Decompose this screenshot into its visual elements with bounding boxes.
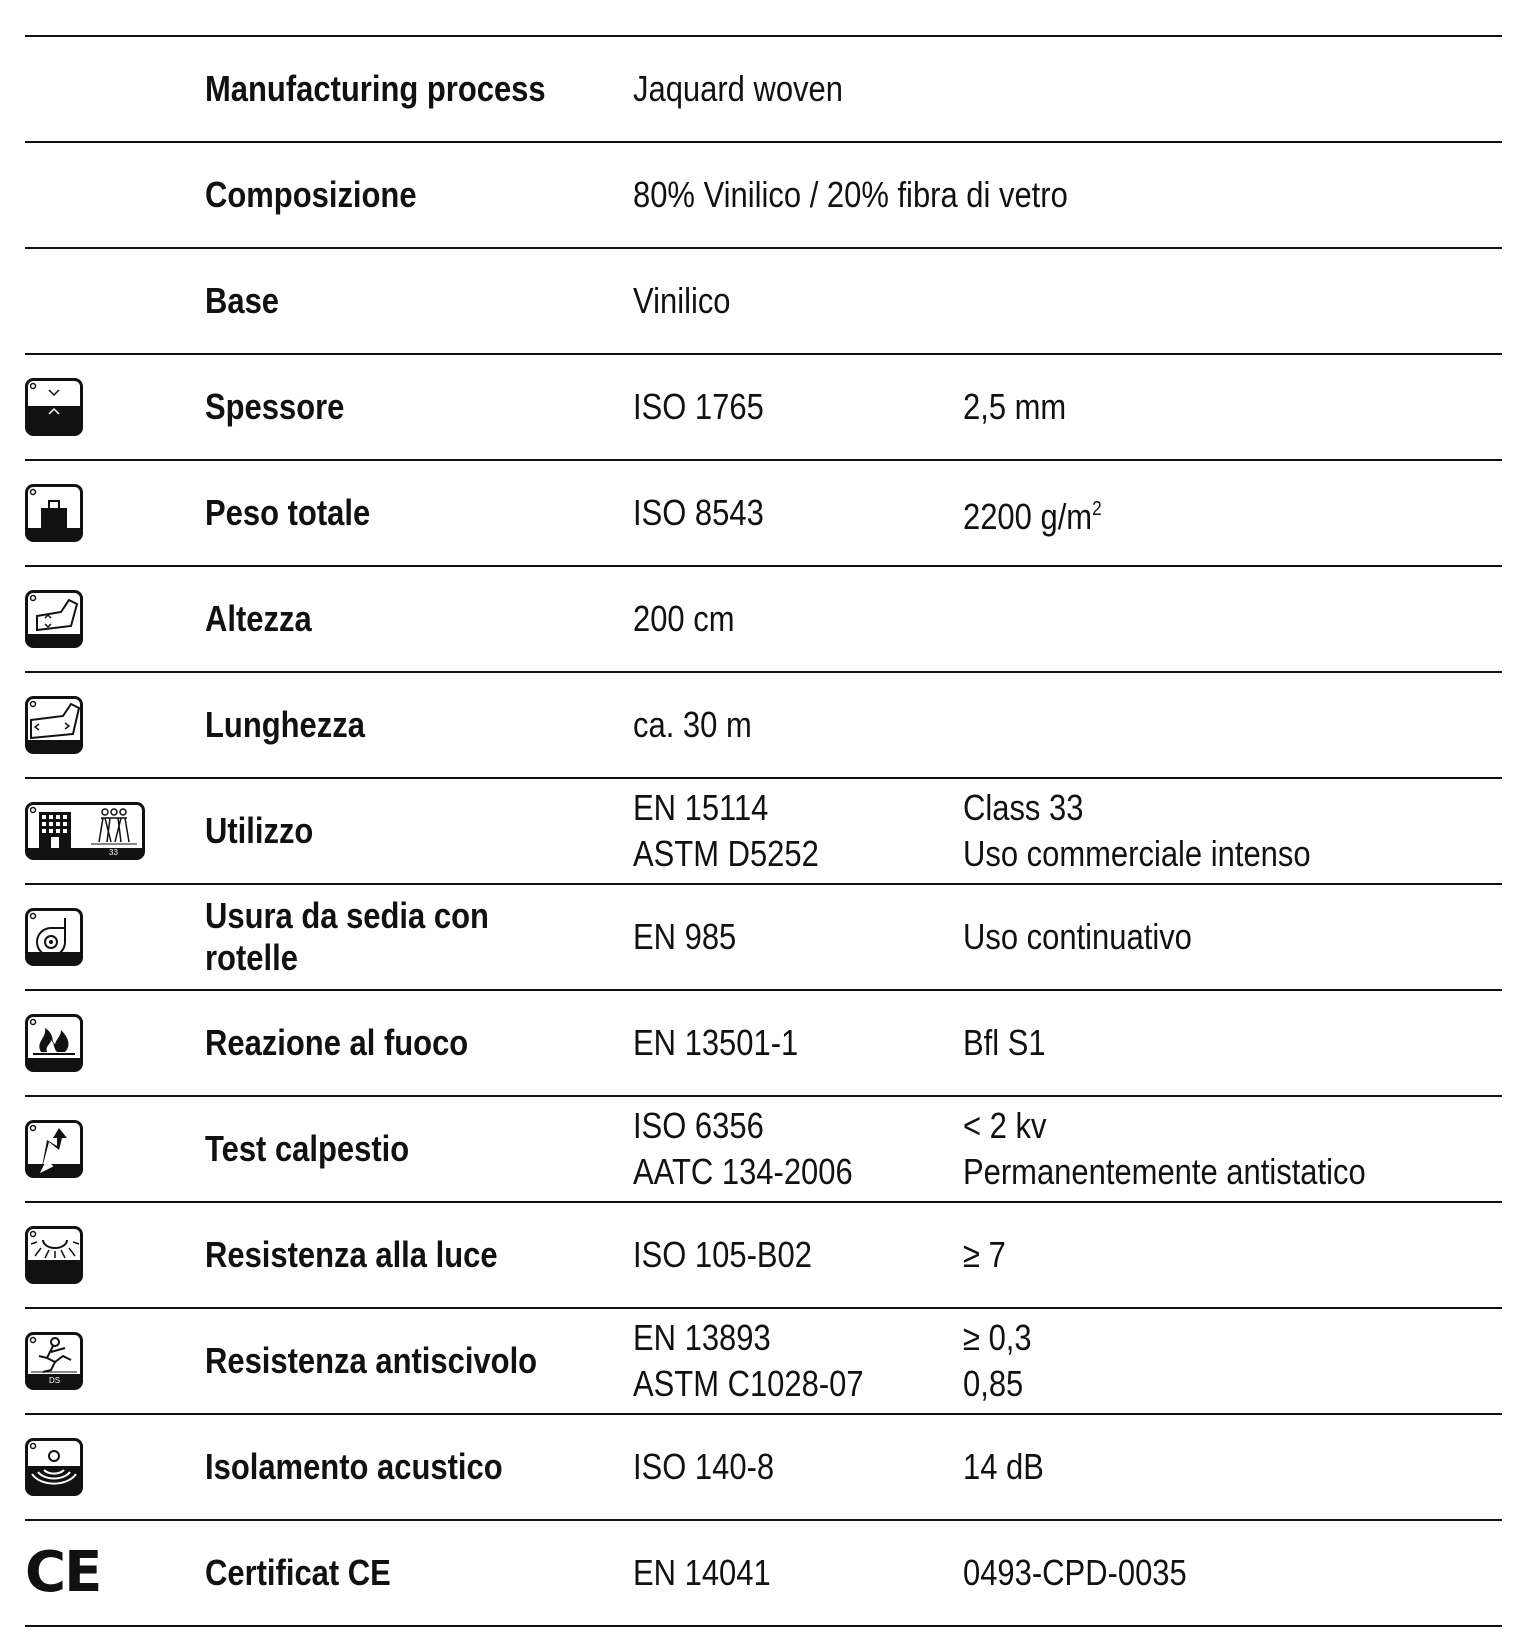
- usage-class-icon: [25, 802, 145, 860]
- spec-label: Spessore: [205, 386, 345, 427]
- spec-label: Altezza: [205, 598, 312, 639]
- spec-row-composition: [25, 143, 1502, 247]
- spec-standard: ISO 6356 AATC 134-2006: [633, 1105, 853, 1192]
- spec-standard: EN 13501-1: [633, 1022, 799, 1063]
- spec-standard: Vinilico: [633, 280, 731, 321]
- spec-row-base: [25, 249, 1502, 353]
- usage-class-icon-text: 33: [109, 848, 118, 857]
- spec-label: Manufacturing process: [205, 68, 546, 109]
- spec-value: Uso continuativo: [963, 916, 1192, 957]
- slip-resistance-icon: [25, 1332, 83, 1390]
- spec-label: Utilizzo: [205, 810, 314, 851]
- spec-label: Composizione: [205, 174, 417, 215]
- spec-standard: Jaquard woven: [633, 68, 843, 109]
- spec-label: Certificat CE: [205, 1552, 391, 1593]
- spec-row-castor-chair: [25, 885, 1502, 989]
- spec-row-weight: [25, 461, 1502, 565]
- spec-row-length: [25, 673, 1502, 777]
- spec-row-ce: [25, 1521, 1502, 1625]
- spec-row-usage: [25, 779, 1502, 883]
- antistatic-icon: [25, 1120, 83, 1178]
- castor-chair-icon: [25, 908, 83, 966]
- spec-standard: EN 13893 ASTM C1028-07: [633, 1317, 864, 1404]
- slip-resistance-icon-text: DS: [49, 1376, 61, 1385]
- spec-standard: ISO 1765: [633, 386, 764, 427]
- spec-row-height: [25, 567, 1502, 671]
- spec-value: 2200 $g/m^2$: [963, 496, 1102, 537]
- thickness-icon: [25, 378, 83, 436]
- spec-standard: ISO 140-8: [633, 1446, 775, 1487]
- acoustic-icon: [25, 1438, 83, 1496]
- spec-label: Peso totale: [205, 492, 371, 533]
- spec-table: [25, 35, 1502, 1627]
- spec-standard: ISO 105-B02: [633, 1234, 812, 1275]
- divider: [25, 1625, 1502, 1627]
- spec-label: Test calpestio: [205, 1128, 410, 1169]
- spec-value: Bfl S1: [963, 1022, 1046, 1063]
- spec-standard: 80% Vinilico / 20% fibra di vetro: [633, 174, 1068, 215]
- spec-value: < 2 kv Permanentemente antistatico: [963, 1105, 1366, 1192]
- spec-label: Lunghezza: [205, 704, 365, 745]
- ce-mark-icon: [25, 1540, 101, 1605]
- spec-label: Isolamento acustico: [205, 1446, 503, 1487]
- spec-row-thickness: [25, 355, 1502, 459]
- spec-row-acoustic: [25, 1415, 1502, 1519]
- spec-value: 0493-CPD-0035: [963, 1552, 1187, 1593]
- spec-row-manufacturing: [25, 37, 1502, 141]
- spec-row-slip: [25, 1309, 1502, 1413]
- spec-value: 14 dB: [963, 1446, 1044, 1487]
- spec-standard: ca. 30 m: [633, 704, 752, 745]
- spec-standard: 200 cm: [633, 598, 735, 639]
- ce-mark-text: CE: [25, 1540, 101, 1605]
- roll-length-icon: [25, 696, 83, 754]
- spec-label: Base: [205, 280, 280, 321]
- weight-icon: [25, 484, 83, 542]
- spec-value: Class 33 Uso commerciale intenso: [963, 787, 1311, 874]
- spec-label: Resistenza alla luce: [205, 1234, 498, 1275]
- spec-value: 2,5 mm: [963, 386, 1067, 427]
- spec-value: ≥ 0,3 0,85: [963, 1317, 1032, 1404]
- spec-row-light: [25, 1203, 1502, 1307]
- spec-standard: ISO 8543: [633, 492, 764, 533]
- spec-standard: EN 15114 ASTM D5252: [633, 787, 819, 874]
- light-fastness-icon: [25, 1226, 83, 1284]
- roll-height-icon: [25, 590, 83, 648]
- spec-standard: EN 14041: [633, 1552, 771, 1593]
- spec-label: Reazione al fuoco: [205, 1022, 469, 1063]
- spec-row-fire: [25, 991, 1502, 1095]
- spec-label: Resistenza antiscivolo: [205, 1340, 538, 1381]
- spec-value: ≥ 7: [963, 1234, 1006, 1275]
- fire-icon: [25, 1014, 83, 1072]
- spec-label: Usura da sedia con rotelle: [205, 895, 489, 978]
- spec-standard: EN 985: [633, 916, 737, 957]
- spec-row-antistatic: [25, 1097, 1502, 1201]
